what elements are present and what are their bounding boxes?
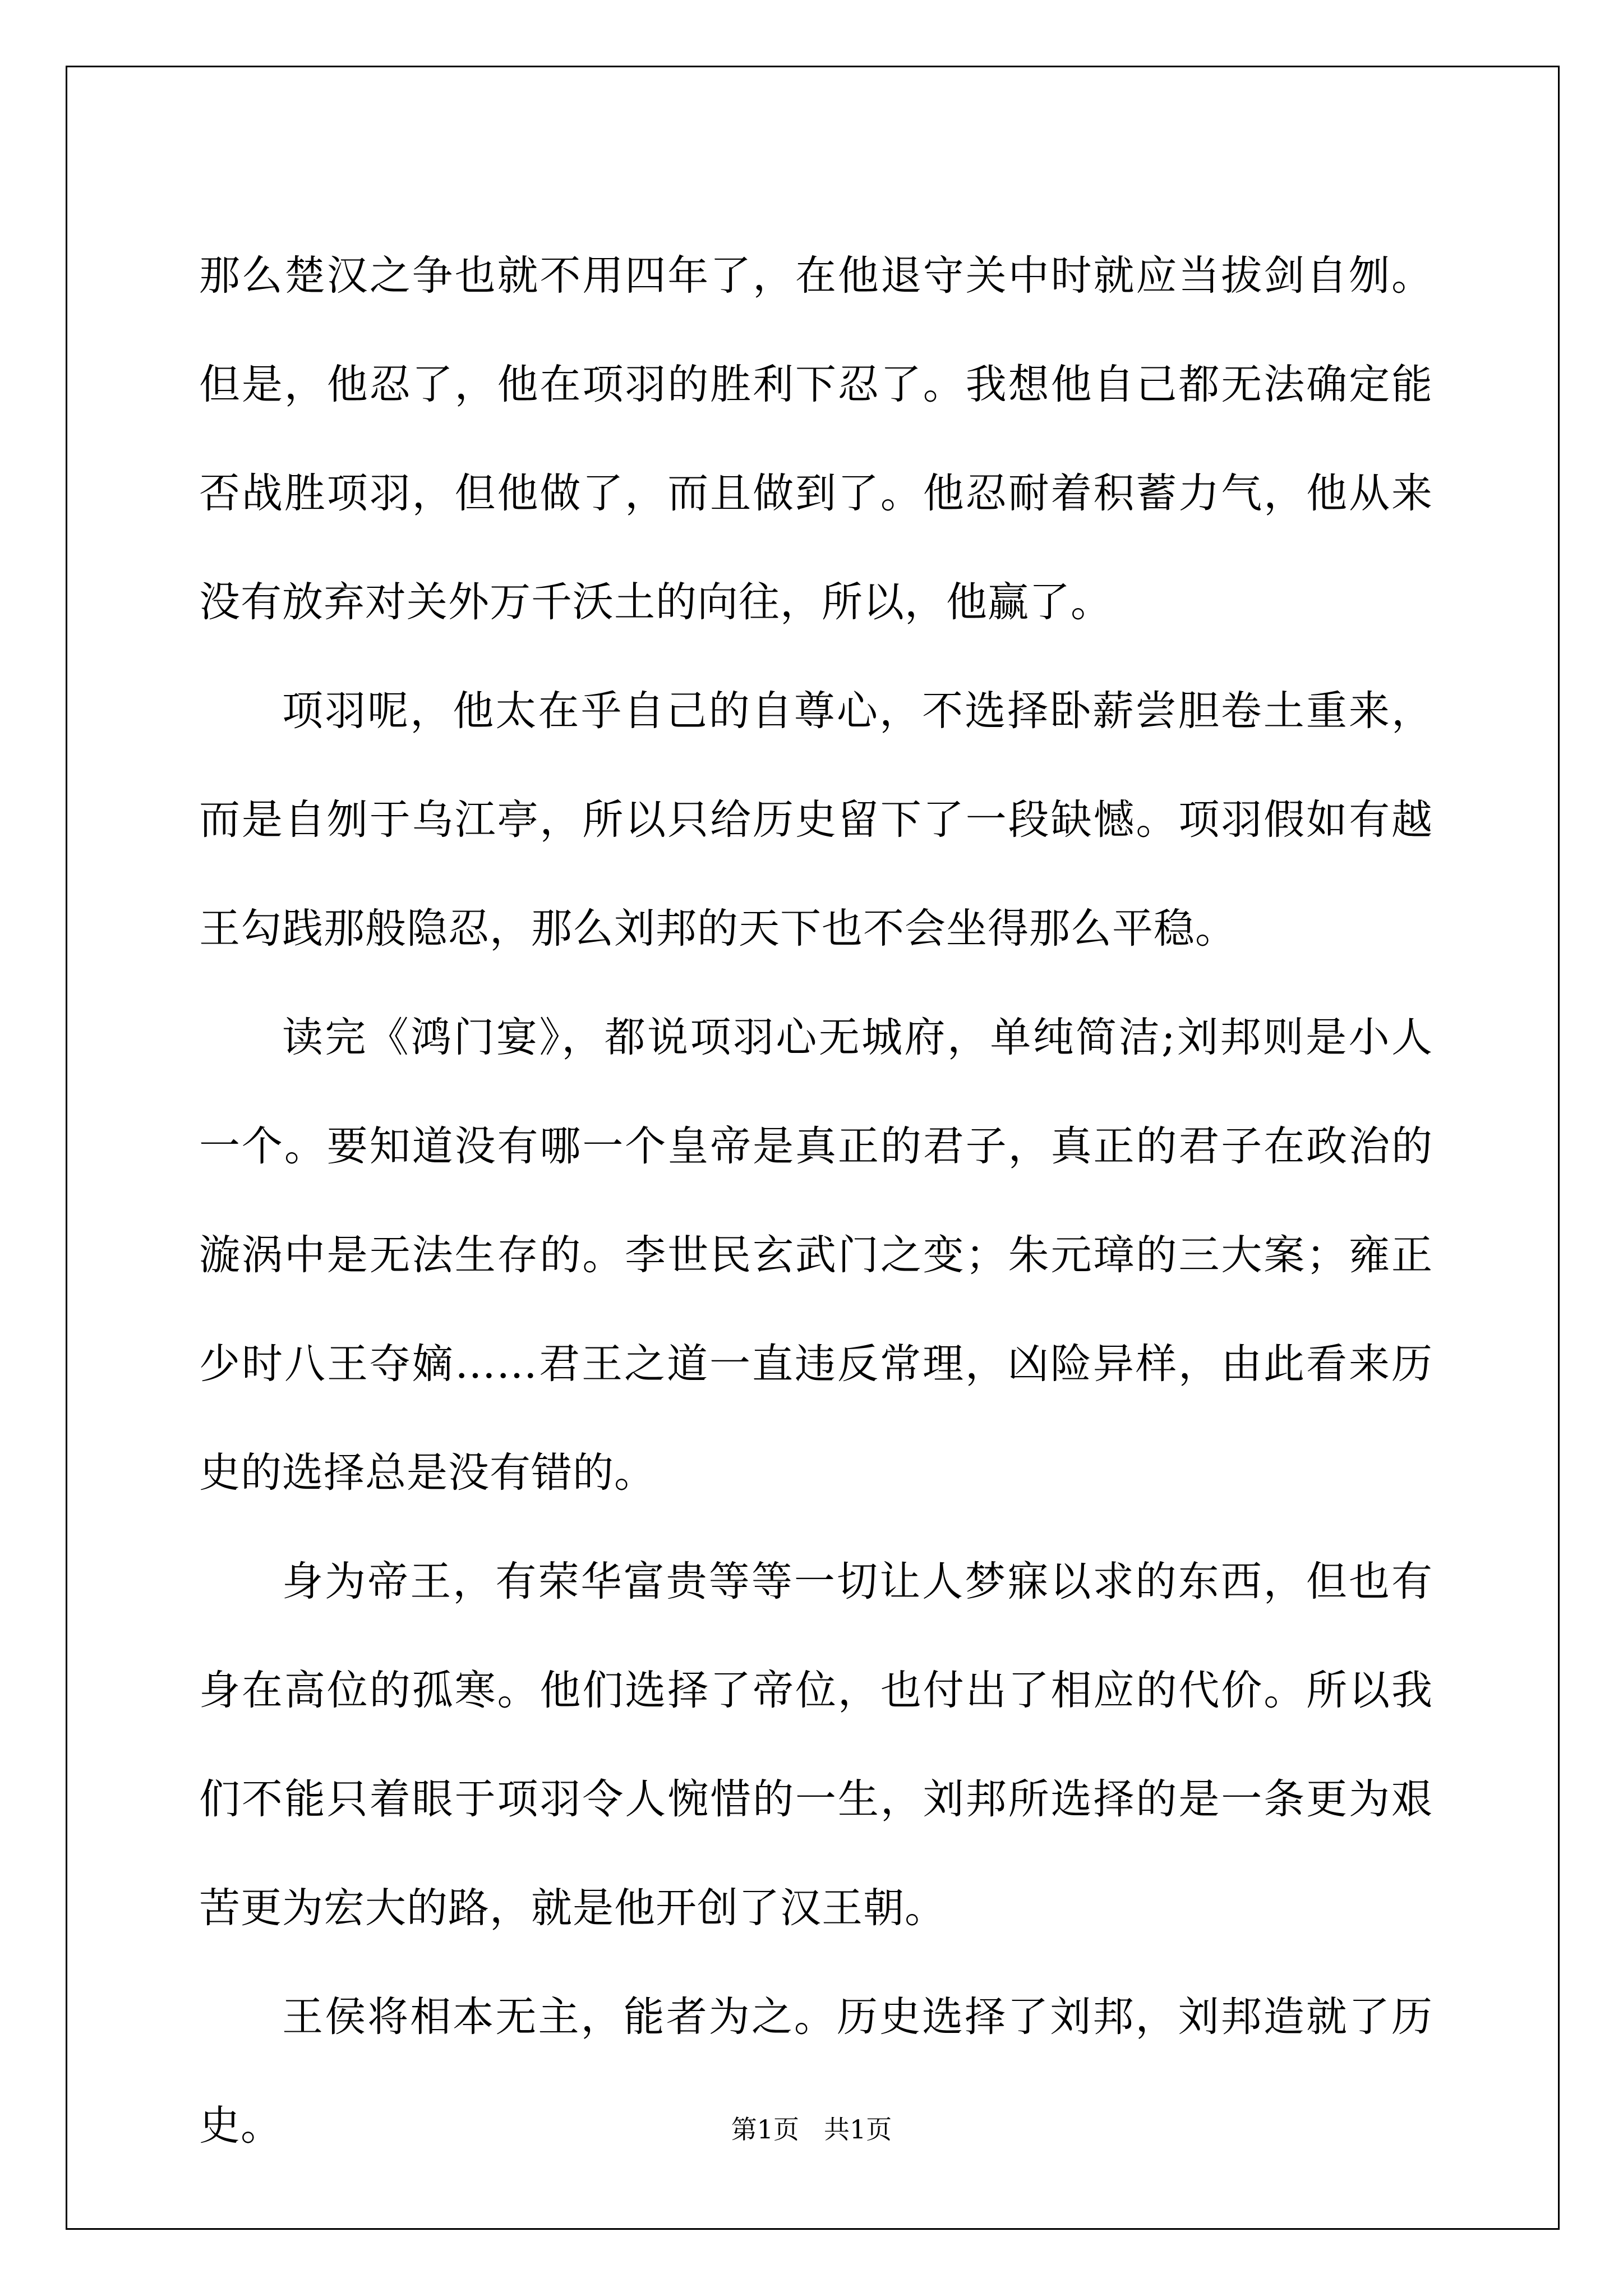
paragraph-1: 那么楚汉之争也就不用四年了，在他退守关中时就应当拔剑自刎。但是，他忍了，他在项羽的胜利下忍了。我想他自己都无法确定能否战胜项羽，但他做了，而且做到了。他忍耐着积蓄力气，他从来没有放弃对关外万千沃土的向往，所以，他赢了。 (199, 252, 1433, 626)
paragraph-5: 王侯将相本无主，能者为之。历史选择了刘邦，刘邦造就了历史。 (199, 1993, 1433, 2150)
document-body (199, 222, 1433, 2180)
page-number: 第1页 (731, 2114, 800, 2145)
paragraph-3: 读完《鸿门宴》，都说项羽心无城府，单纯简洁;刘邦则是小人一个。要知道没有哪一个皇帝是真正的君子，真正的君子在政治的漩涡中是无法生存的。李世民玄武门之变；朱元璋的三大案；雍正少时八王夺嫡……君王之道一直违反常理，凶险异样，由此看来历史的选择总是没有错的。 (199, 1014, 1433, 1497)
paragraph-2: 项羽呢，他太在乎自己的自尊心，不选择卧薪尝胆卷土重来，而是自刎于乌江亭，所以只给历史留下了一段缺憾。项羽假如有越王勾践那般隐忍，那么刘邦的天下也不会坐得那么平稳。 (199, 687, 1433, 953)
paragraph-4: 身为帝王，有荣华富贵等等一切让人梦寐以求的东西，但也有身在高位的孤寒。他们选择了帝位，也付出了相应的代价。所以我们不能只着眼于项羽令人惋惜的一生，刘邦所选择的是一条更为艰苦更为宏大的路，就是他开创了汉王朝。 (199, 1558, 1433, 1932)
page-footer (0, 2109, 1623, 2146)
page-total: 共1页 (823, 2114, 892, 2145)
